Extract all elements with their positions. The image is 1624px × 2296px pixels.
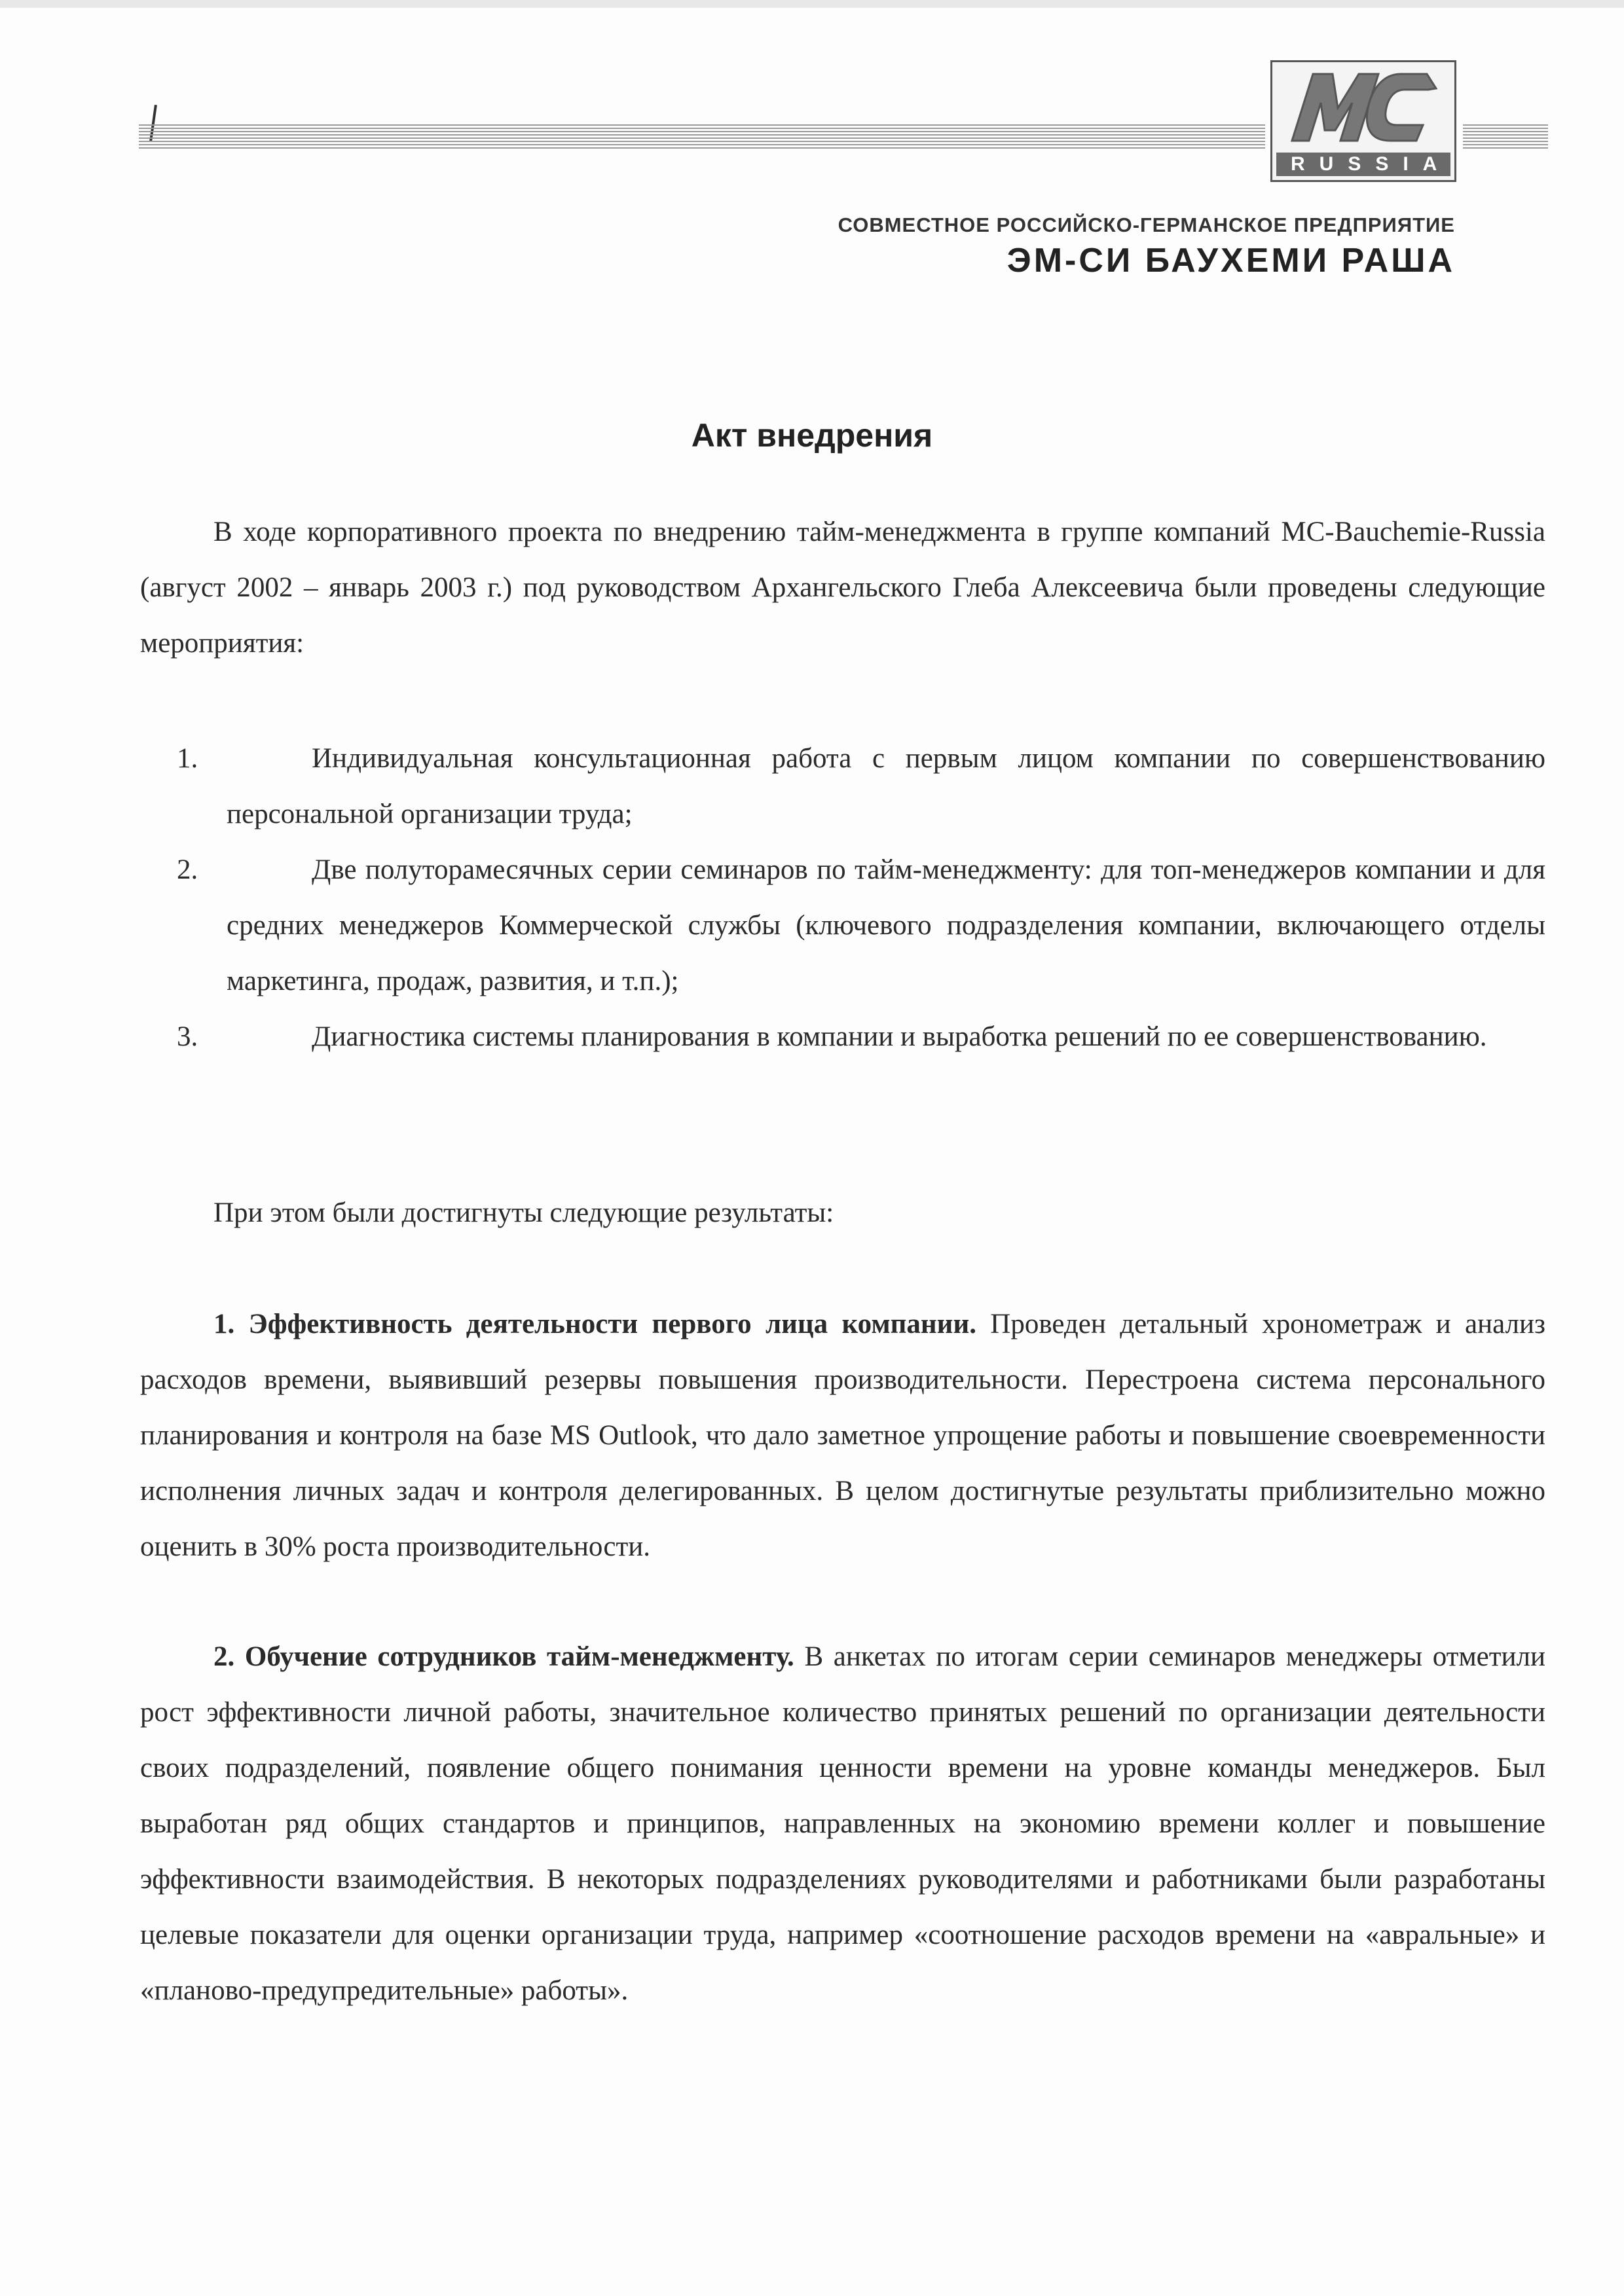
company-subtitle: СОВМЕСТНОЕ РОССИЙСКО-ГЕРМАНСКОЕ ПРЕДПРИЯТИЕ bbox=[838, 213, 1455, 236]
list-item-text: Диагностика системы планирования в компании и выработка решений по ее совершенствованию. bbox=[312, 1021, 1487, 1052]
company-name: ЭМ-СИ БАУХЕМИ РАША bbox=[1006, 242, 1455, 280]
mc-russia-logo-icon bbox=[1270, 60, 1456, 182]
result-text: Проведен детальный хронометраж и анализ расходов времени, выявивший резервы повышения производительности. Перестроена система персонального планирования и контроля на базе MS Outlook, что дало заметное упрощение работы и повышение своевременности исполнения личных задач и контроля делегированных. В целом достигнутые результаты приблизительно можно оценить в 30% роста производительности. bbox=[140, 1309, 1545, 1562]
header-rule-right bbox=[1463, 124, 1548, 151]
list-item bbox=[140, 731, 1545, 842]
results-lead: При этом были достигнуты следующие результаты: bbox=[213, 1197, 834, 1228]
list-item-number: 1. bbox=[177, 743, 198, 774]
list-item bbox=[140, 1009, 1545, 1065]
result-text: В анкетах по итогам серии семинаров менеджеры отметили рост эффективности личной работы, значительное количество принятых решений по организации деятельности своих подразделений, появление общего понимания ценности времени на уровне команды менеджеров. Был выработан ряд общих стандартов и принципов, направленных на экономию времени коллег и повышение эффективности взаимодействия. В некоторых подразделениях руководителями и работниками были разработаны целевые показатели для оценки организации труда, например «соотношение расходов времени на «авральные» и «планово-предупредительные» работы». bbox=[140, 1641, 1546, 2006]
result-heading: 2. Обучение сотрудников тайм-менеджменту. bbox=[213, 1641, 794, 1672]
intro-paragraph: В ходе корпоративного проекта по внедрению тайм-менеджмента в группе компаний МС-Bauchemie-Russia (август 2002 – январь 2003 г.) под руководством Архангельского Глеба Алексеевича были проведены следующие мероприятия: bbox=[140, 517, 1545, 659]
scan-edge bbox=[0, 0, 1624, 8]
result-paragraph-1 bbox=[140, 1296, 1545, 1575]
header-rule-left bbox=[139, 124, 1265, 151]
logo-band-russia: RUSSIA bbox=[1276, 153, 1450, 176]
result-heading: 1. Эффективность деятельности первого лица компании. bbox=[213, 1309, 976, 1339]
activities-list bbox=[140, 731, 1545, 1065]
result-paragraph-2 bbox=[140, 1629, 1545, 2018]
list-item-number: 3. bbox=[177, 1021, 198, 1052]
list-item-number: 2. bbox=[177, 854, 198, 885]
list-item-text: Индивидуальная консультационная работа с первым лицом компании по совершенствованию персональной организации труда; bbox=[227, 743, 1545, 829]
list-item bbox=[140, 842, 1545, 1009]
document-title: Акт внедрения bbox=[691, 417, 933, 454]
mc-logo-mark bbox=[1272, 62, 1454, 154]
list-item-text: Две полуторамесячных серии семинаров по тайм-менеджменту: для топ-менеджеров компании и для средних менеджеров Коммерческой службы (ключевого подразделения компании, включающего отделы маркетинга, продаж, развития, и т.п.); bbox=[227, 854, 1545, 996]
